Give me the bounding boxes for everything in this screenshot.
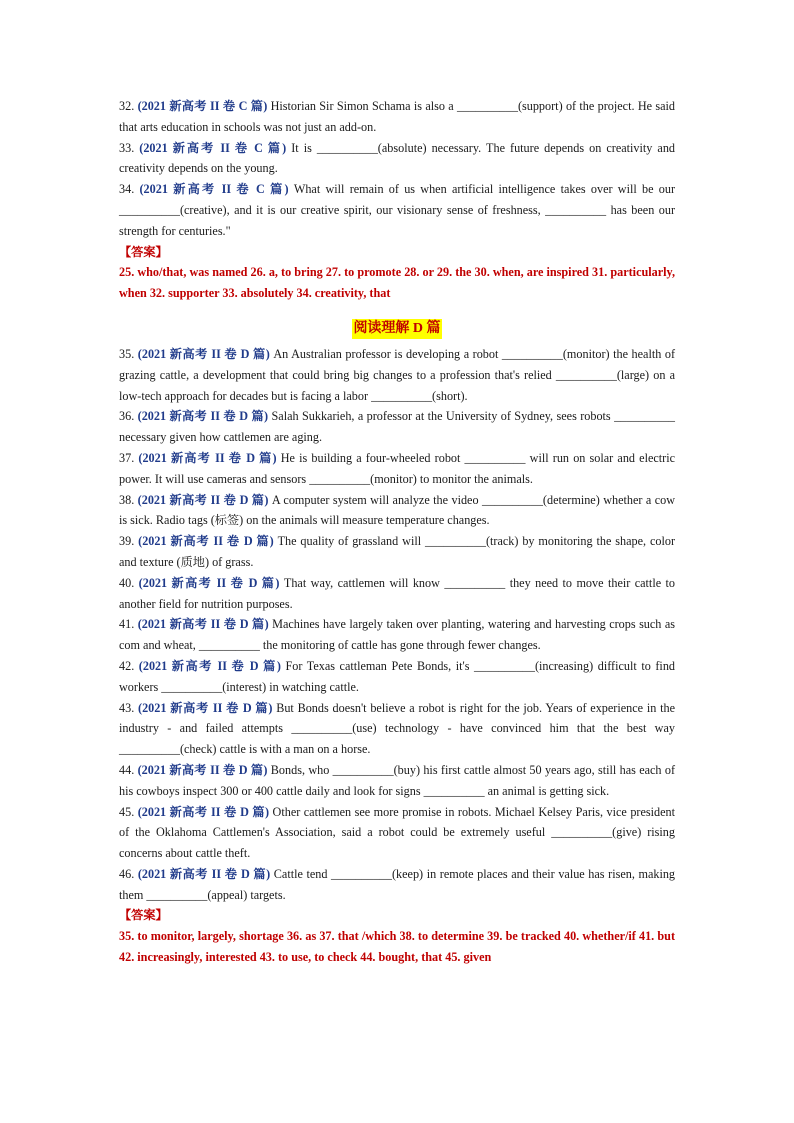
document-page — [119, 96, 675, 968]
question-number: 43. — [119, 700, 135, 715]
question-number: 38. — [119, 492, 135, 507]
question-text: An Australian professor is developing a robot __________(monitor) the health of grazing cattle, a development that could bring big changes to a profession that's relied __________(large) on a low-tech approach for decades but is facing a labor __________(short). — [119, 346, 676, 403]
question-43 — [119, 698, 675, 760]
question-42 — [119, 656, 675, 698]
section-d-questions — [119, 344, 675, 906]
question-33 — [119, 138, 675, 180]
question-number: 32. — [119, 99, 135, 113]
question-source-tag: (2021 新高考 II 卷 D 篇) — [137, 866, 271, 881]
question-number: 45. — [119, 804, 135, 819]
question-38 — [119, 490, 675, 532]
question-source-tag: (2021 新高考 II 卷 D 篇) — [137, 346, 270, 361]
question-text: But Bonds doesn't believe a robot is right for the job. Years of experience in the industry - and failed attempts __________(use) technology - have convinced him that the best way __________(check) cattle is with a man on a horse. — [119, 700, 676, 757]
question-source-tag: (2021 新高考 II 卷 C 篇) — [139, 140, 287, 155]
question-text: Machines have largely taken over planting, watering and harvesting crops such as com and wheat, __________ the monitoring of cattle has gone through fewer changes. — [119, 617, 676, 653]
question-number: 39. — [119, 534, 135, 549]
question-source-tag: (2021 新高考 II 卷 D 篇) — [138, 450, 277, 465]
question-44 — [119, 760, 675, 802]
question-36 — [119, 406, 675, 448]
question-source-tag: (2021 新高考 II 卷 D 篇) — [137, 617, 269, 632]
question-source-tag: (2021 新高考 II 卷 C 篇) — [139, 182, 289, 197]
question-text: What will remain of us when artificial intelligence takes over will be our __________(creative), and it is our creative spirit, our visionary sense of freshness, __________ has been our strength for centuries." — [119, 182, 676, 238]
question-number: 37. — [119, 450, 135, 465]
question-37 — [119, 448, 675, 490]
question-source-tag: (2021 新高考 II 卷 D 篇) — [137, 492, 269, 507]
question-34 — [119, 179, 675, 241]
question-number: 46. — [119, 866, 135, 881]
section-d-heading-wrap — [119, 318, 675, 344]
question-number: 34. — [119, 182, 135, 197]
question-text: The quality of grassland will __________(track) by monitoring the shape, color and texture (质地) of grass. — [119, 534, 676, 569]
question-number: 36. — [119, 409, 135, 424]
question-source-tag: (2021 新高考 II 卷 D 篇) — [138, 575, 280, 590]
question-source-tag: (2021 新高考 II 卷 D 篇) — [138, 658, 281, 673]
question-number: 42. — [119, 658, 135, 673]
question-source-tag: (2021 新高考 II 卷 D 篇) — [138, 534, 274, 549]
answer-label-c: 【答案】 — [119, 244, 168, 259]
question-text: Bonds, who __________(buy) his first cattle almost 50 years ago, still has each of his cowboys inspect 300 or 400 cattle daily and look for signs __________ an animal is getting sick. — [119, 762, 676, 798]
section-c-questions — [119, 96, 675, 242]
question-text: Historian Sir Simon Schama is also a __________(support) of the project. He said that arts education in schools was not just an add-on. — [119, 99, 676, 134]
answers-d: 35. to monitor, largely, shortage 36. as 37. that /which 38. to determine 39. be tracked 40. whether/if 41. but 42. increasingly, interested 43. to use, to check 44. bought, that 45. given — [119, 929, 675, 965]
question-number: 40. — [119, 575, 135, 590]
question-39 — [119, 531, 675, 573]
question-text: It is __________(absolute) necessary. The future depends on creativity and creativity depends on the young. — [119, 140, 676, 176]
question-number: 33. — [119, 140, 135, 155]
question-46 — [119, 864, 675, 906]
answers-c: 25. who/that, was named 26. a, to bring 27. to promote 28. or 29. the 30. when, are inspired 31. particularly, when 32. supporter 33. absolutely 34. creativity, that — [119, 265, 675, 301]
question-40 — [119, 573, 675, 615]
question-source-tag: (2021 新高考 II 卷 D 篇) — [137, 409, 269, 424]
question-text: That way, cattlemen will know __________ they need to move their cattle to another field for nutrition purposes. — [119, 575, 676, 611]
question-text: Salah Sukkarieh, a professor at the University of Sydney, sees robots __________ necessary given how cattlemen are aging. — [119, 409, 676, 445]
answer-label-d: 【答案】 — [119, 908, 168, 923]
question-text: A computer system will analyze the video __________(determine) whether a cow is sick. Radio tags (标签) on the animals will measure temperature changes. — [119, 492, 676, 528]
question-source-tag: (2021 新高考 II 卷 C 篇) — [137, 99, 268, 113]
question-35 — [119, 344, 675, 406]
question-number: 41. — [119, 617, 135, 632]
question-text: Other cattlemen see more promise in robots. Michael Kelsey Paris, vice president of the Oklahoma Cattlemen's Association, said a robot could be extremely useful __________(give) rising concerns about cattle theft. — [119, 804, 676, 861]
question-number: 44. — [119, 762, 135, 777]
question-text: For Texas cattleman Pete Bonds, it's __________(increasing) difficult to find workers __________(interest) in watching cattle. — [119, 658, 676, 694]
question-41 — [119, 614, 675, 656]
question-text: He is building a four-wheeled robot __________ will run on solar and electric power. It will use cameras and sensors __________(monitor) to monitor the animals. — [119, 450, 676, 486]
question-source-tag: (2021 新高考 II 卷 D 篇) — [137, 762, 268, 777]
question-source-tag: (2021 新高考 II 卷 D 篇) — [137, 804, 270, 819]
question-45 — [119, 802, 675, 864]
question-number: 35. — [119, 346, 135, 361]
question-source-tag: (2021 新高考 II 卷 D 篇) — [138, 700, 273, 715]
question-32 — [119, 96, 675, 138]
section-d-heading: 阅读理解 D 篇 — [352, 319, 441, 339]
question-text: Cattle tend __________(keep) in remote places and their value has risen, making them __________(appeal) targets. — [119, 866, 676, 902]
